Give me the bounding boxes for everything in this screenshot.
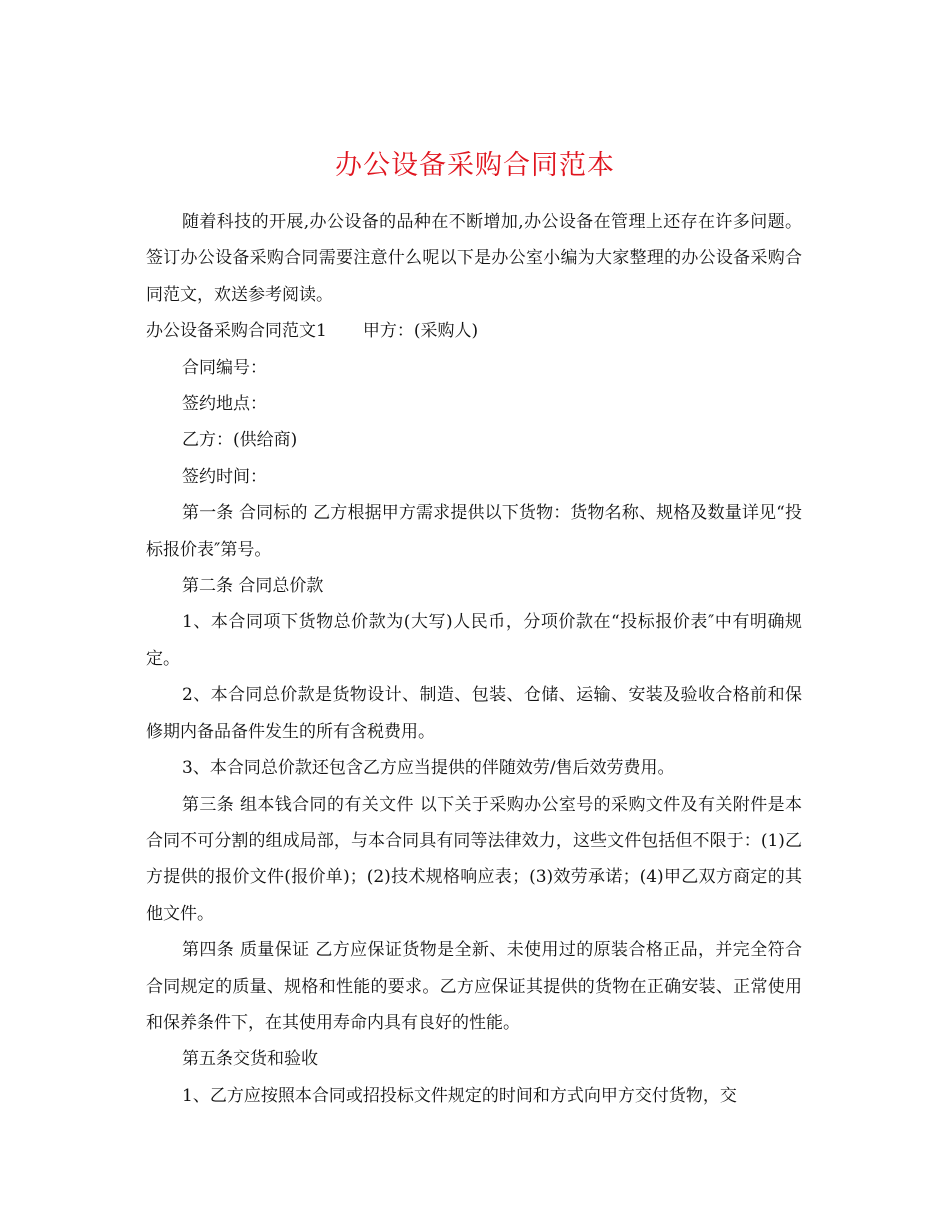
contract-number-field: 合同编号： (182, 357, 267, 378)
article-4: 第四条 质量保证 乙方应保证货物是全新、未使用过的原装合格正品，并完全符合合同规定的质量、规格和性能的要求。乙方应保证其提供的货物在正确安装、正常使用和保养条件下，在其使用寿命内具有良好的性能。 (146, 940, 802, 1033)
article-2-item-2: 2、本合同总价款是货物设计、制造、包装、仓储、运输、安装及验收合格前和保修期内备品备件发生的所有含税费用。 (146, 685, 802, 742)
intro-paragraph: 随着科技的开展,办公设备的品种在不断增加,办公设备在管理上还存在许多问题。签订办公设备采购合同需要注意什么呢以下是办公室小编为大家整理的办公设备采购合同范文，欢送参考阅读。 (146, 212, 802, 305)
document-title: 办公设备采购合同范本 (335, 150, 615, 182)
article-1: 第一条 合同标的 乙方根据甲方需求提供以下货物：货物名称、规格及数量详见“投标报价表″第号。 (146, 503, 802, 560)
article-5-item-1: 1、乙方应按照本合同或招投标文件规定的时间和方式向甲方交付货物，交 (182, 1085, 737, 1106)
party-a-field: 甲方：(采购人) (362, 321, 479, 342)
article-2-item-3: 3、本合同总价款还包含乙方应当提供的伴随效劳/售后效劳费用。 (182, 758, 675, 779)
article-2-item-1: 1、本合同项下货物总价款为(大写)人民币，分项价款在“投标报价表″中有明确规定。 (146, 612, 802, 669)
sample-heading: 办公设备采购合同范文1 (146, 321, 327, 342)
article-2-title: 第二条 合同总价款 (182, 576, 324, 597)
article-3: 第三条 组本钱合同的有关文件 以下关于采购办公室号的采购文件及有关附件是本合同不可分割的组成局部，与本合同具有同等法律效力，这些文件包括但不限于：(1)乙方提供的报价文件(报价单)；(2)技术规格响应表；(3)效劳承诺；(4)甲乙双方商定的其他文件。 (146, 794, 802, 924)
sign-time-field: 签约时间： (182, 466, 267, 487)
document-body (146, 204, 802, 1114)
sample-heading-line (146, 313, 802, 349)
sign-place-field: 签约地点： (182, 394, 267, 415)
article-5-title: 第五条交货和验收 (182, 1049, 318, 1070)
party-b-field: 乙方：(供给商) (182, 430, 298, 451)
